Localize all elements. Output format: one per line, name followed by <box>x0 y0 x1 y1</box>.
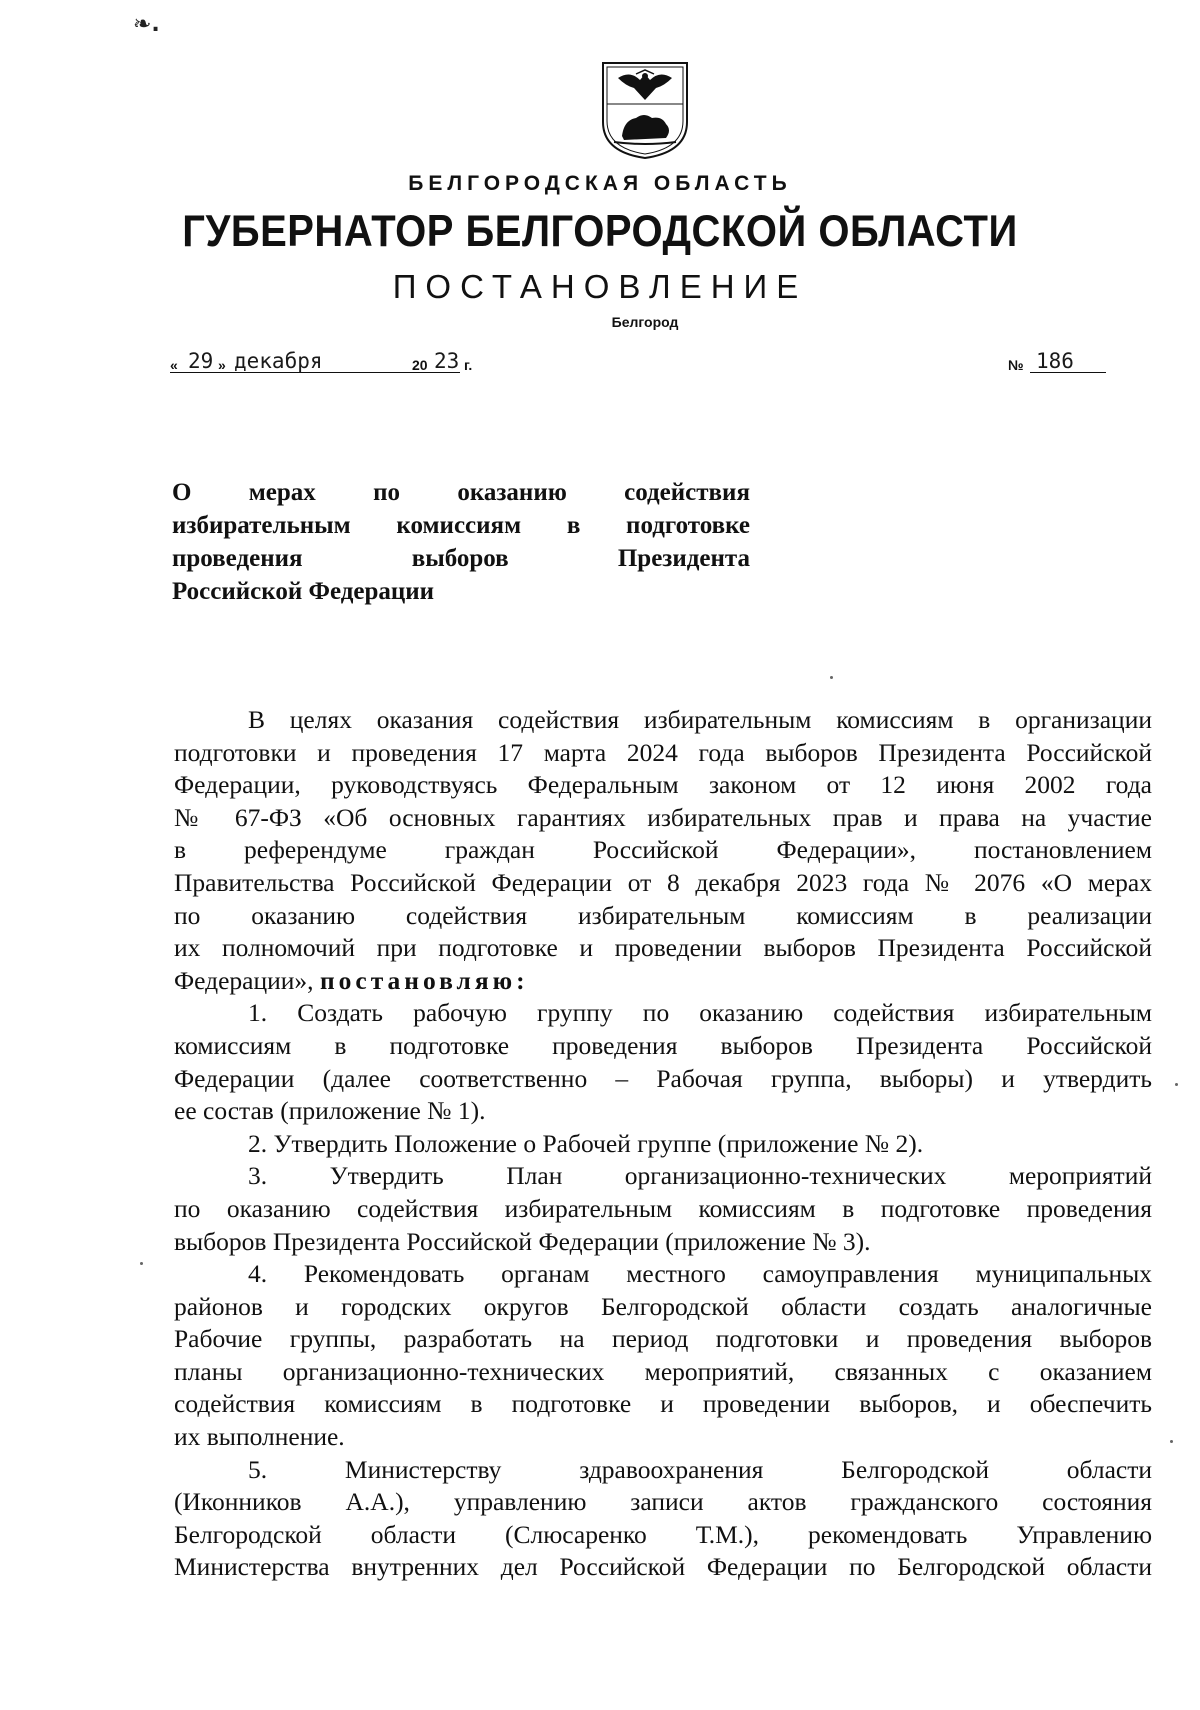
item-5-paragraph <box>174 1454 1152 1584</box>
scan-mark: ❧. <box>133 12 160 37</box>
body-line: Рабочие группы, разработать на период подготовки и проведения выборов <box>174 1324 1152 1354</box>
body-line: содействия комиссиям в подготовке и проведении выборов, и обеспечить <box>174 1389 1152 1419</box>
item-2-paragraph <box>174 1128 1152 1161</box>
date-close-quote: » <box>218 357 226 373</box>
body-line: районов и городских округов Белгородской области создать аналогичные <box>174 1291 1152 1321</box>
date-open-quote: « <box>170 357 178 373</box>
body-line: комиссиям в подготовке проведения выборов Президента Российской <box>174 1030 1152 1060</box>
scan-speck <box>1170 1440 1173 1443</box>
body-line: подготовки и проведения 17 марта 2024 года выборов Президента Российской <box>174 737 1152 767</box>
body-line: 5. Министерству здравоохранения Белгородской области <box>248 1454 1152 1484</box>
body-line: 3. Утвердить План организационно-технических мероприятий <box>248 1161 1152 1191</box>
body-line: Министерства внутренних дел Российской Федерации по Белгородской области <box>174 1552 1152 1582</box>
body-line: выборов Президента Российской Федерации (приложение № 3). <box>174 1226 871 1256</box>
body-line: (Иконников А.А.), управлению записи актов гражданского состояния <box>174 1487 1152 1517</box>
document-type-heading: ПОСТАНОВЛЕНИЕ <box>392 268 808 305</box>
date-year-suffix: г. <box>464 357 473 373</box>
scan-speck <box>1175 1083 1178 1086</box>
body-line: ее состав (приложение № 1). <box>174 1096 486 1126</box>
body-line: 4. Рекомендовать органам местного самоуправления муниципальных <box>248 1259 1152 1289</box>
document-number: 186 <box>1036 349 1074 373</box>
body-line: № 67-ФЗ «Об основных гарантиях избирательных прав и права на участие <box>174 802 1152 832</box>
document-body <box>174 704 1152 1584</box>
date-month: декабря <box>234 349 323 373</box>
issuer-heading: ГУБЕРНАТОР БЕЛГОРОДСКОЙ ОБЛАСТИ <box>182 207 1018 257</box>
decree-word: постановляю: <box>319 965 529 995</box>
document-title <box>172 476 750 608</box>
body-line: В целях оказания содействия избирательным комиссиям в организации <box>248 705 1152 734</box>
preamble-tail: Федерации», <box>174 965 314 995</box>
city-label: Белгород <box>611 314 679 330</box>
body-line: Белгородской области (Слюсаренко Т.М.), рекомендовать Управлению <box>174 1519 1152 1549</box>
item-4-paragraph <box>174 1258 1152 1454</box>
date-number-row <box>170 345 1120 377</box>
body-line: 2. Утвердить Положение о Рабочей группе (приложение № 2). <box>248 1128 924 1158</box>
title-line: Российской Федерации <box>172 578 435 605</box>
item-1-paragraph <box>174 997 1152 1127</box>
date-year: 23 <box>434 349 460 373</box>
body-line: планы организационно-технических мероприятий, связанных с оказанием <box>174 1356 1152 1386</box>
body-line: Правительства Российской Федерации от 8 декабря 2023 года № 2076 «О мерах <box>174 867 1152 897</box>
body-line: их выполнение. <box>174 1422 345 1452</box>
body-line: по оказанию содействия избирательным комиссиям в подготовке проведения <box>174 1193 1152 1223</box>
title-line: избирательным комиссиям в подготовке <box>172 512 750 539</box>
preamble-paragraph <box>174 704 1152 997</box>
title-line: проведения выборов Президента <box>172 545 750 572</box>
date-century: 20 <box>412 357 428 373</box>
body-line <box>174 965 1152 998</box>
scan-speck <box>830 676 833 679</box>
coat-of-arms-emblem <box>600 60 690 160</box>
body-line: по оказанию содействия избирательным комиссиям в реализации <box>174 900 1152 930</box>
body-line: Федерации (далее соответственно – Рабочая группа, выборы) и утвердить <box>174 1063 1152 1093</box>
title-line: О мерах по оказанию содействия <box>172 479 750 506</box>
body-line: Федерации, руководствуясь Федеральным законом от 12 июня 2002 года <box>174 770 1152 800</box>
number-label: № <box>1008 357 1024 373</box>
item-3-paragraph <box>174 1160 1152 1258</box>
body-line: в референдуме граждан Российской Федерации», постановлением <box>174 835 1152 865</box>
body-line: их полномочий при подготовке и проведении выборов Президента Российской <box>174 933 1152 963</box>
region-heading: БЕЛГОРОДСКАЯ ОБЛАСТЬ <box>408 172 792 195</box>
scan-speck <box>140 1262 143 1265</box>
date-day: 29 <box>188 349 214 373</box>
body-line: 1. Создать рабочую группу по оказанию содействия избирательным <box>248 998 1152 1028</box>
